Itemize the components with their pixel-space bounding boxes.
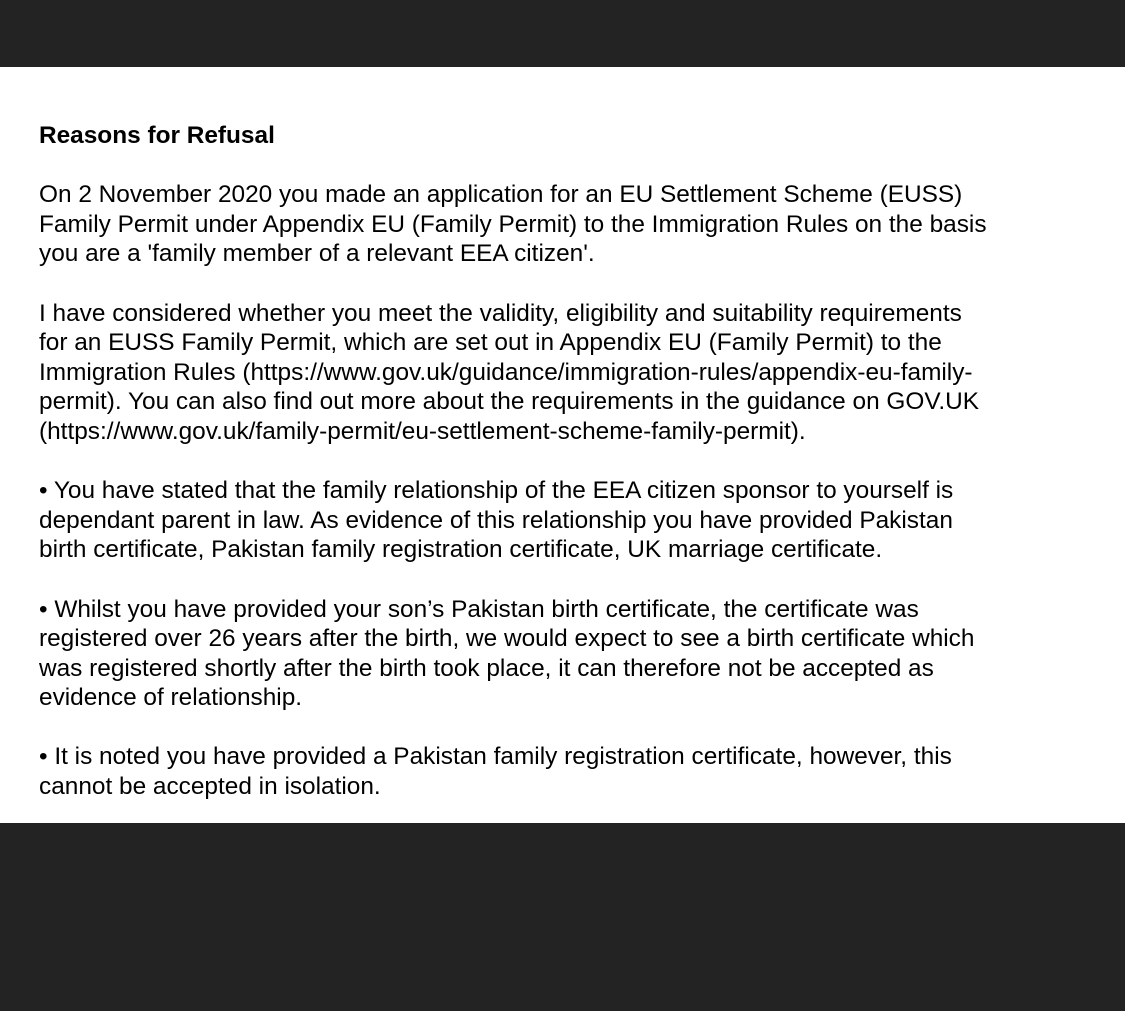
text-line: registered over 26 years after the birth, we would expect to see a birth certificate which	[39, 625, 975, 653]
text-line: for an EUSS Family Permit, which are set out in Appendix EU (Family Permit) to the	[39, 329, 942, 357]
document-page	[0, 67, 1125, 823]
bullet-birth-certificate	[39, 595, 1099, 713]
paragraph-requirements	[39, 299, 1099, 447]
text-line: permit). You can also find out more about the requirements in the guidance on GOV.UK	[39, 388, 980, 416]
text-line: • You have stated that the family relationship of the EEA citizen sponsor to yourself is	[39, 477, 954, 505]
document-content	[39, 121, 1099, 802]
bullet-family-registration	[39, 742, 1099, 801]
text-line: you are a 'family member of a relevant EEA citizen'.	[39, 240, 595, 268]
bullet-relationship	[39, 476, 1099, 565]
text-line: Immigration Rules (https://www.gov.uk/guidance/immigration-rules/appendix-eu-family-	[39, 358, 973, 386]
paragraph-application	[39, 180, 1099, 269]
text-line: cannot be accepted in isolation.	[39, 773, 381, 801]
section-heading: Reasons for Refusal	[39, 122, 275, 149]
text-line: • It is noted you have provided a Pakistan family registration certificate, however, this	[39, 743, 952, 771]
text-line: On 2 November 2020 you made an application for an EU Settlement Scheme (EUSS)	[39, 181, 963, 209]
text-line: • Whilst you have provided your son’s Pakistan birth certificate, the certificate was	[39, 595, 919, 623]
text-line: birth certificate, Pakistan family registration certificate, UK marriage certificate.	[39, 536, 883, 564]
text-line: Family Permit under Appendix EU (Family Permit) to the Immigration Rules on the basis	[39, 210, 987, 238]
text-line: dependant parent in law. As evidence of this relationship you have provided Pakistan	[39, 506, 953, 534]
text-line: (https://www.gov.uk/family-permit/eu-settlement-scheme-family-permit).	[39, 417, 806, 445]
text-line: I have considered whether you meet the validity, eligibility and suitability requirements	[39, 299, 962, 327]
text-line: evidence of relationship.	[39, 684, 303, 712]
text-line: was registered shortly after the birth took place, it can therefore not be accepted as	[39, 654, 934, 682]
